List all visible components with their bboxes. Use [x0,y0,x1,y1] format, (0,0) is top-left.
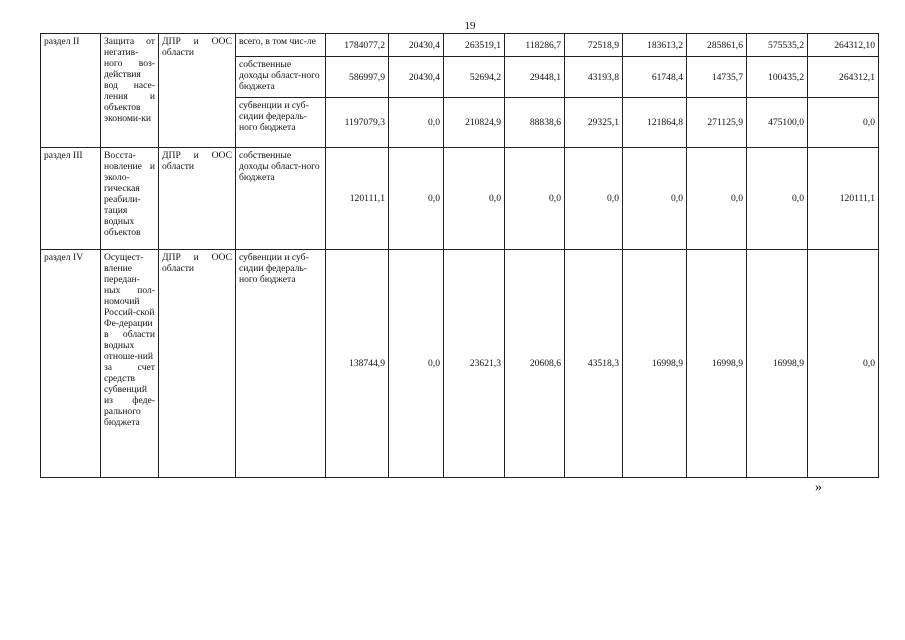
closing-quote-mark: » [815,480,822,495]
value-cell: 0,0 [389,148,444,250]
budget-table [40,33,879,478]
funding-source: субвенции и суб-сидии федераль-ного бюджета [236,98,326,148]
value-cell: 264312,1 [808,57,879,98]
value-cell: 0,0 [444,148,505,250]
value-cell: 16998,9 [623,250,687,478]
value-cell: 20430,4 [389,34,444,57]
value-cell: 183613,2 [623,34,687,57]
value-cell: 285861,6 [687,34,747,57]
value-cell: 120111,1 [808,148,879,250]
section-name: Восста-новление и эколо-гическая реабили-тация водных объектов [101,148,159,250]
value-cell: 14735,7 [687,57,747,98]
section-executor: ДПР и ООС области [159,148,236,250]
value-cell: 1197079,3 [326,98,389,148]
table-row [41,34,879,57]
value-cell: 118286,7 [505,34,565,57]
value-cell: 0,0 [505,148,565,250]
value-cell: 263519,1 [444,34,505,57]
value-cell: 138744,9 [326,250,389,478]
value-cell: 100435,2 [747,57,808,98]
value-cell: 475100,0 [747,98,808,148]
value-cell: 0,0 [808,250,879,478]
funding-source: всего, в том чис-ле [236,34,326,57]
value-cell: 121864,8 [623,98,687,148]
value-cell: 0,0 [747,148,808,250]
table-row [41,250,879,478]
value-cell: 43193,8 [565,57,623,98]
section-executor: ДПР и ООС области [159,250,236,478]
section-name: Осущест-вление передан-ных пол-номочий Россий-ской Фе-дерации в области водных отноше-ний за счет средств субвенций из феде-рального бюджета [101,250,159,478]
value-cell: 43518,3 [565,250,623,478]
value-cell: 20430,4 [389,57,444,98]
value-cell: 0,0 [565,148,623,250]
value-cell: 586997,9 [326,57,389,98]
value-cell: 16998,9 [687,250,747,478]
value-cell: 0,0 [389,98,444,148]
value-cell: 20608,6 [505,250,565,478]
section-executor: ДПР и ООС области [159,34,236,148]
value-cell: 0,0 [808,98,879,148]
value-cell: 16998,9 [747,250,808,478]
value-cell: 264312,10 [808,34,879,57]
value-cell: 29325,1 [565,98,623,148]
value-cell: 52694,2 [444,57,505,98]
value-cell: 210824,9 [444,98,505,148]
funding-source: субвенции и суб-сидии федераль-ного бюджета [236,250,326,478]
value-cell: 1784077,2 [326,34,389,57]
value-cell: 271125,9 [687,98,747,148]
page-number: 19 [464,20,476,32]
funding-source: собственные доходы област-ного бюджета [236,57,326,98]
section-label: раздел IV [41,250,101,478]
section-label: раздел III [41,148,101,250]
value-cell: 72518,9 [565,34,623,57]
value-cell: 29448,1 [505,57,565,98]
section-name: Защита от негатив-ного воз-действия вод насе-ления и объектов экономи-ки [101,34,159,148]
value-cell: 88838,6 [505,98,565,148]
value-cell: 120111,1 [326,148,389,250]
value-cell: 0,0 [687,148,747,250]
value-cell: 0,0 [389,250,444,478]
value-cell: 0,0 [623,148,687,250]
value-cell: 61748,4 [623,57,687,98]
value-cell: 575535,2 [747,34,808,57]
table-row [41,148,879,250]
value-cell: 23621,3 [444,250,505,478]
section-label: раздел II [41,34,101,148]
funding-source: собственные доходы област-ного бюджета [236,148,326,250]
